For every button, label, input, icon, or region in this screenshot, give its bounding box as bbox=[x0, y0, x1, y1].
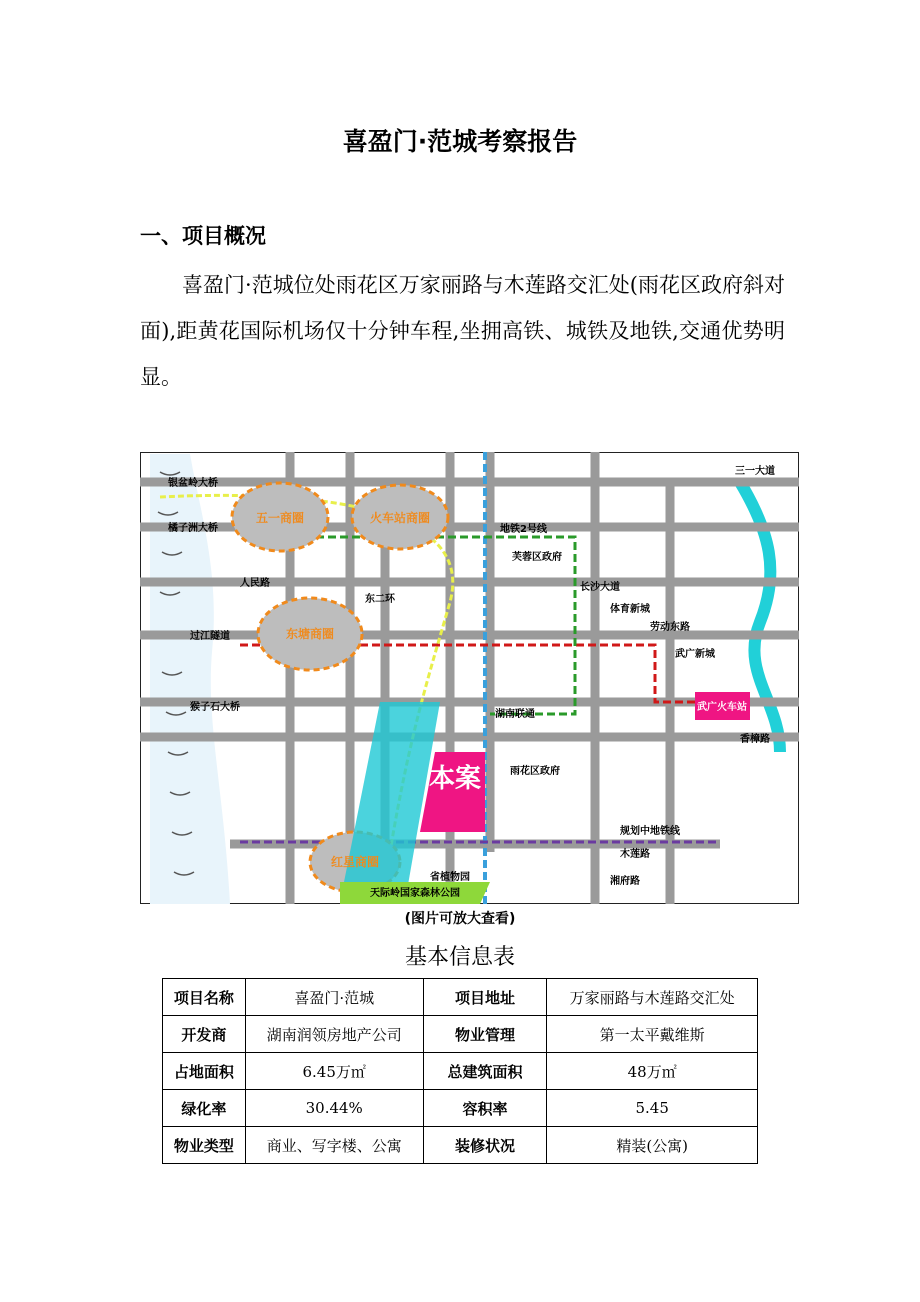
road-xiangzhang: 香樟路 bbox=[740, 734, 770, 745]
road-renmin: 人民路 bbox=[240, 578, 270, 589]
label-shengzhiwuyuan: 省植物园 bbox=[430, 872, 470, 883]
benan-label: 本案 bbox=[428, 764, 482, 794]
label-yuhua-gov: 雨花区政府 bbox=[510, 766, 560, 777]
table-value-cell: 商业、写字楼、公寓 bbox=[245, 1127, 423, 1164]
road-houzishi: 猴子石大桥 bbox=[190, 702, 240, 713]
map-caption: (图片可放大查看) bbox=[404, 911, 516, 927]
wuguang-station-label: 武广火车站 bbox=[697, 702, 747, 713]
label-hunan-lianyun: 湖南联通 bbox=[495, 709, 535, 720]
table-key-cell: 绿化率 bbox=[163, 1090, 246, 1127]
section-heading: 一、项目概况 bbox=[140, 224, 266, 248]
table-value-cell: 30.44% bbox=[245, 1090, 423, 1127]
label-furong-gov: 芙蓉区政府 bbox=[512, 552, 562, 563]
basic-info-table bbox=[162, 978, 758, 1164]
table-key-cell: 项目名称 bbox=[163, 979, 246, 1016]
table-row bbox=[163, 1053, 758, 1090]
road-sanyi: 三一大道 bbox=[735, 466, 775, 477]
location-map bbox=[140, 452, 799, 904]
table-key-cell: 物业管理 bbox=[423, 1016, 547, 1053]
label-tianjiling: 天际岭国家森林公园 bbox=[370, 888, 460, 899]
road-xiangfu: 湘府路 bbox=[610, 876, 640, 887]
road-dongerhuan: 东二环 bbox=[365, 594, 395, 605]
road-metro2: 地铁2号线 bbox=[500, 524, 547, 535]
road-yinpenling: 银盆岭大桥 bbox=[168, 478, 218, 489]
table-value-cell: 6.45万㎡ bbox=[245, 1053, 423, 1090]
label-wuguang-xincheng: 武广新城 bbox=[675, 649, 715, 660]
hongxing-circle-label: 红星商圈 bbox=[330, 855, 380, 869]
table-row bbox=[163, 979, 758, 1016]
table-row bbox=[163, 1016, 758, 1053]
road-juzizhou: 橘子洲大桥 bbox=[168, 523, 218, 534]
label-guihua-metro: 规划中地铁线 bbox=[620, 826, 680, 837]
table-key-cell: 占地面积 bbox=[163, 1053, 246, 1090]
road-mulian: 木莲路 bbox=[620, 849, 650, 860]
table-key-cell: 容积率 bbox=[423, 1090, 547, 1127]
table-key-cell: 开发商 bbox=[163, 1016, 246, 1053]
table-value-cell: 第一太平戴维斯 bbox=[547, 1016, 758, 1053]
label-tiyu-xincheng: 体育新城 bbox=[610, 604, 650, 615]
table-key-cell: 物业类型 bbox=[163, 1127, 246, 1164]
table-value-cell: 5.45 bbox=[547, 1090, 758, 1127]
table-value-cell: 喜盈门·范城 bbox=[245, 979, 423, 1016]
road-guojiang: 过江隧道 bbox=[190, 631, 230, 642]
huochezhan-circle-label: 火车站商圈 bbox=[369, 511, 431, 525]
table-key-cell: 总建筑面积 bbox=[423, 1053, 547, 1090]
page-title: 喜盈门·范城考察报告 bbox=[342, 127, 578, 156]
table-key-cell: 项目地址 bbox=[423, 979, 547, 1016]
wuyi-circle-label: 五一商圈 bbox=[255, 511, 305, 525]
table-value-cell: 精装(公寓) bbox=[547, 1127, 758, 1164]
table-row bbox=[163, 1127, 758, 1164]
intro-paragraph: 喜盈门·范城位处雨花区万家丽路与木莲路交汇处(雨花区政府斜对面),距黄花国际机场仅十分钟车程,坐拥高铁、城铁及地铁,交通优势明显。 bbox=[140, 273, 785, 389]
dongtang-circle-label: 东塘商圈 bbox=[285, 627, 335, 641]
table-value-cell: 48万㎡ bbox=[547, 1053, 758, 1090]
table-value-cell: 万家丽路与木莲路交汇处 bbox=[547, 979, 758, 1016]
table-row bbox=[163, 1090, 758, 1127]
table-value-cell: 湖南润领房地产公司 bbox=[245, 1016, 423, 1053]
table-key-cell: 装修状况 bbox=[423, 1127, 547, 1164]
road-changsha-dadao: 长沙大道 bbox=[580, 582, 620, 593]
road-laodong-dong: 劳动东路 bbox=[650, 622, 690, 633]
table-title: 基本信息表 bbox=[404, 945, 515, 970]
